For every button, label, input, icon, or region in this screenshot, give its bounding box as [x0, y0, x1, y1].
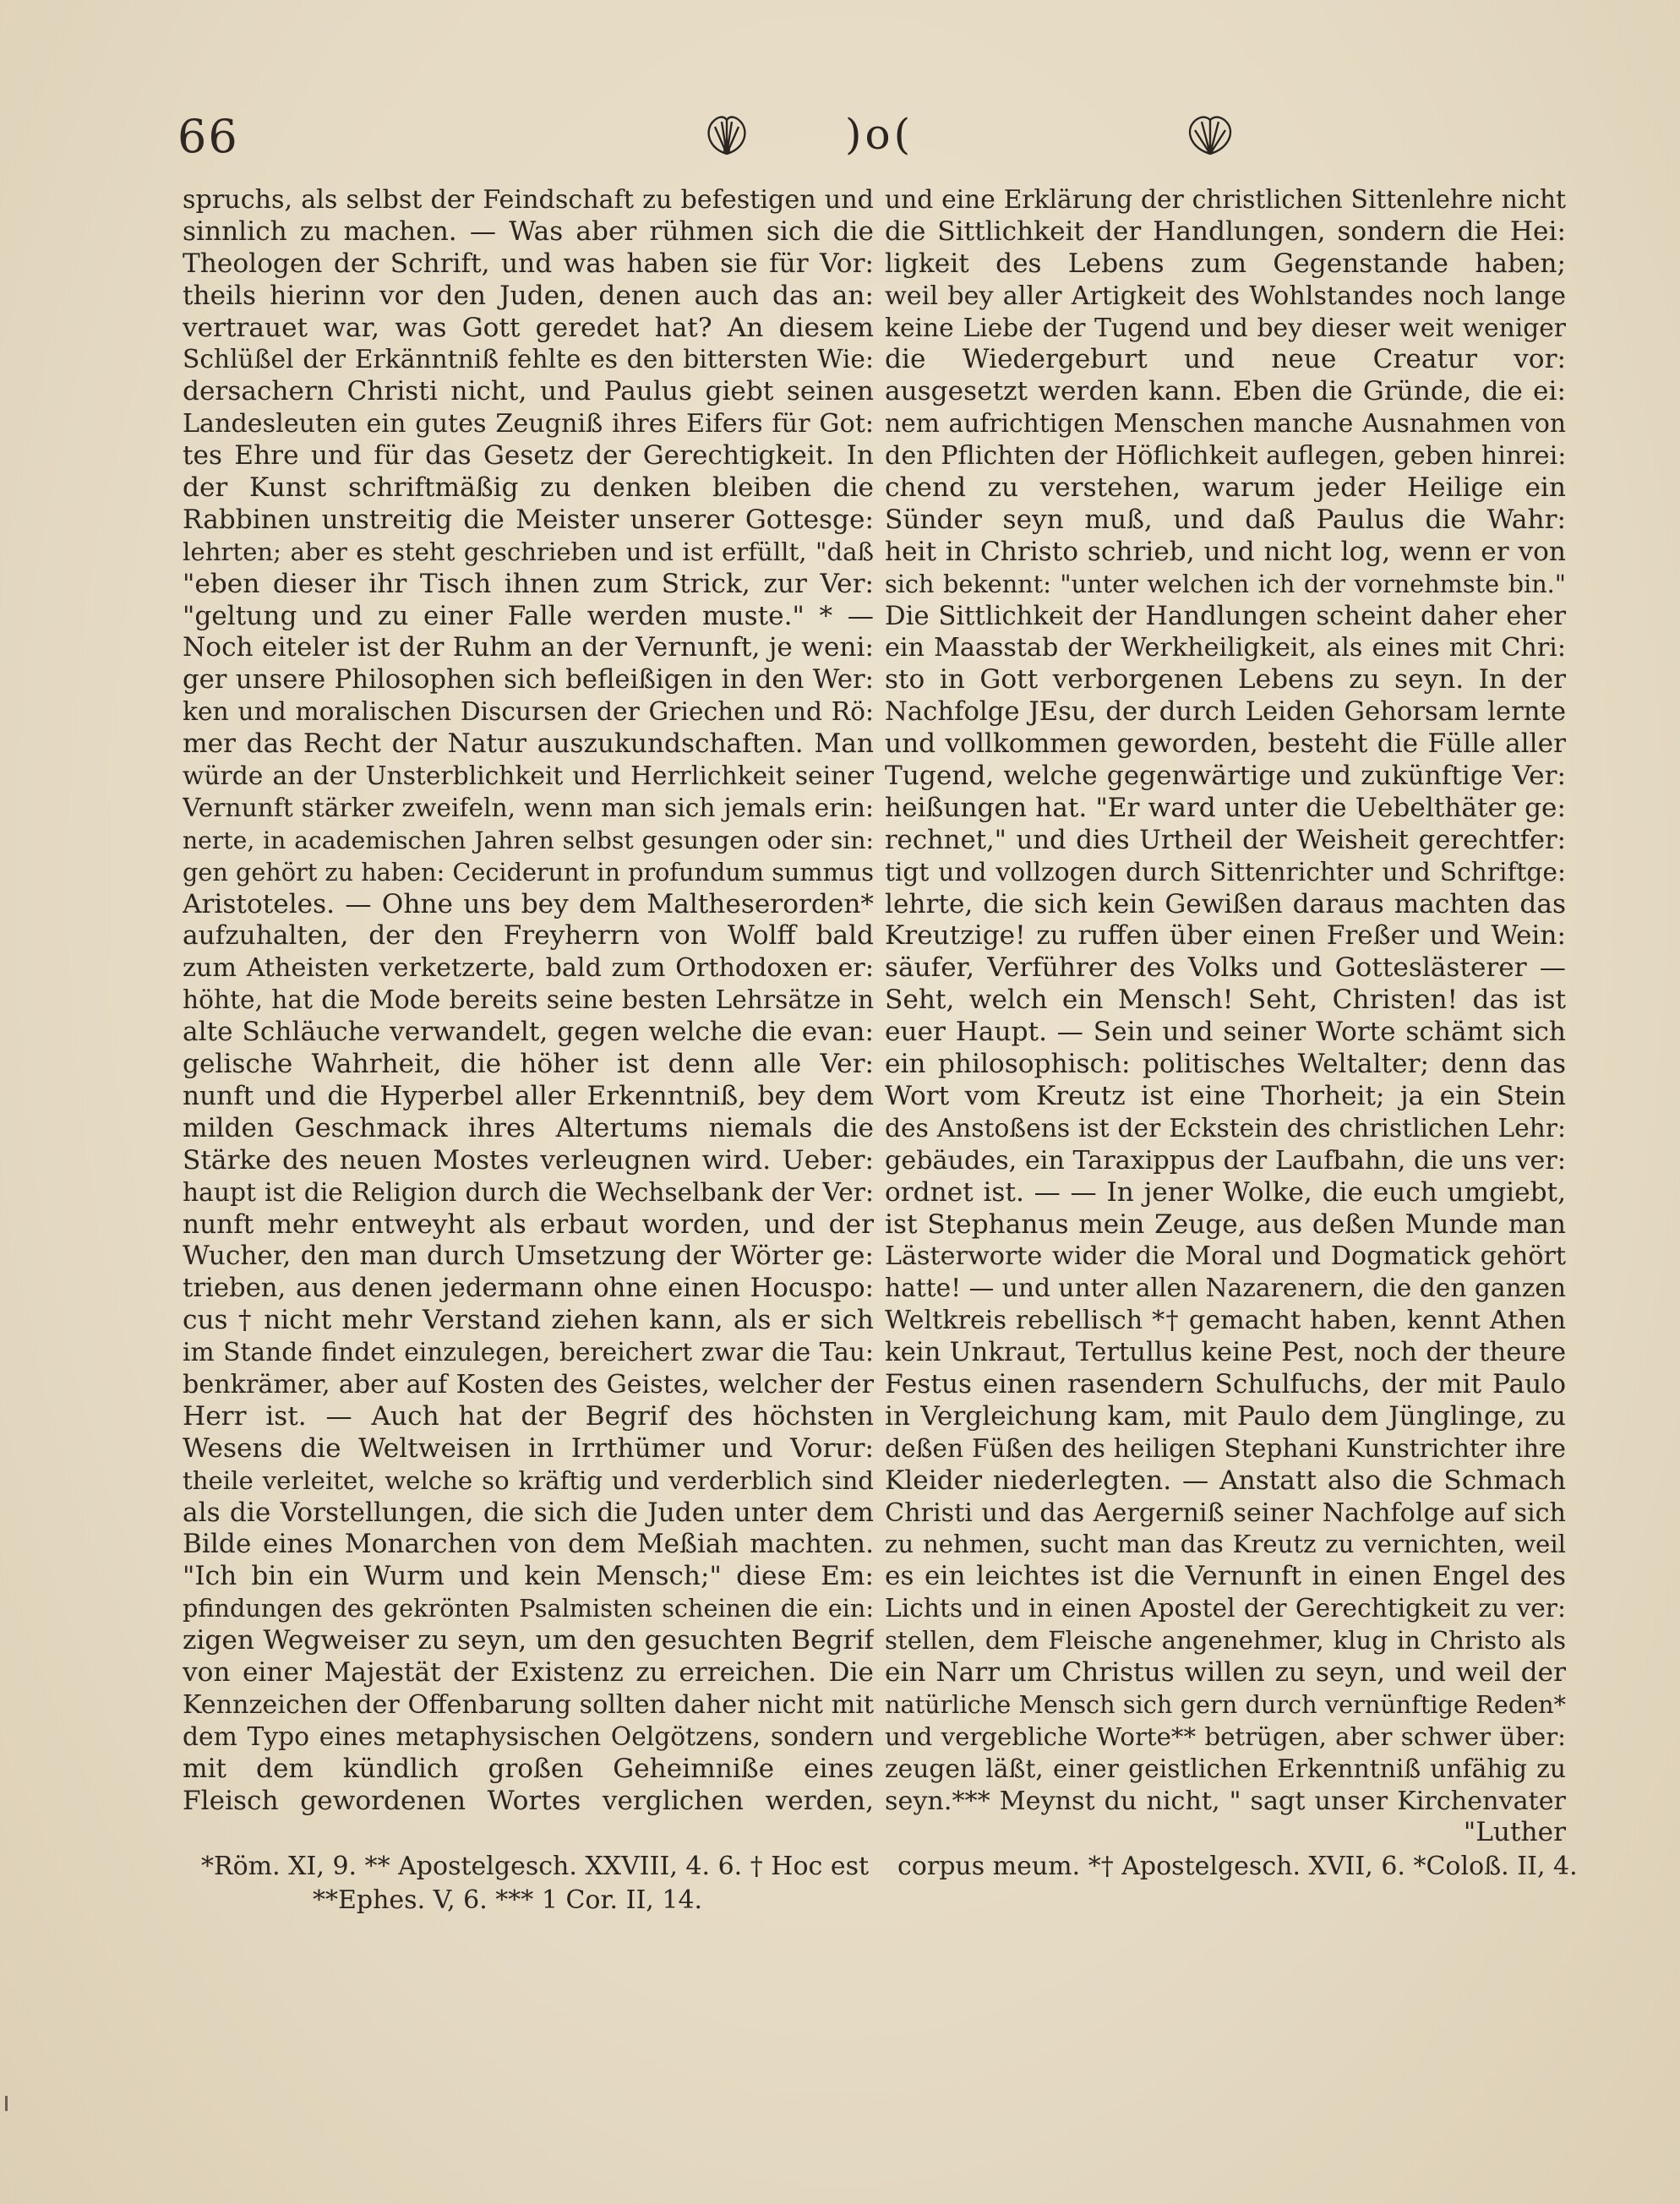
text-line: theils hierinn vor den Juden, denen auch das an: — [183, 280, 874, 311]
catchword: "Luther — [1463, 1817, 1566, 1848]
text-line: Weltkreis rebellisch *† gemacht haben, kennt Athen — [885, 1306, 1566, 1336]
text-line: dem Typo eines metaphysischen Oelgötzens, sondern — [183, 1721, 874, 1752]
text-line: Landesleuten ein gutes Zeugniß ihres Eifers für Got: — [183, 409, 874, 439]
text-line: würde an der Unsterblichkeit und Herrlichkeit seiner — [183, 761, 874, 792]
footnote-right-line-1: corpus meum. *† Apostelgesch. XVII, 6. *Coloß. II, 4. — [897, 1852, 1578, 1881]
text-line: chend zu verstehen, warum jeder Heilige ein — [885, 472, 1566, 504]
text-line: milden Geschmack ihres Altertums niemals die — [183, 1112, 874, 1143]
text-line: Sünder seyn muß, und daß Paulus die Wahr: — [885, 504, 1566, 535]
text-line: trieben, aus denen jedermann ohne einen Hocuspo: — [183, 1274, 874, 1304]
text-line: nunft mehr entweyht als erbaut worden, und der — [183, 1208, 874, 1240]
text-line: die Wiedergeburt und neue Creatur vor: — [885, 344, 1566, 375]
shell-ornament-right-icon — [1183, 112, 1237, 162]
text-line: ein Narr um Christus willen zu seyn, und weil der — [885, 1656, 1566, 1688]
page-number: 66 — [177, 110, 239, 163]
text-line: cus † nicht mehr Verstand ziehen kann, als er sich — [183, 1305, 874, 1336]
text-line: ordnet ist. — — In jener Wolke, die euch umgiebt, — [885, 1176, 1566, 1208]
text-line: des Anstoßens ist der Eckstein des christlichen Lehr: — [885, 1113, 1566, 1143]
center-ornament: )o( — [845, 110, 914, 159]
text-line: keine Liebe der Tugend und bey dieser weit weniger — [885, 313, 1566, 343]
text-line: und eine Erklärung der christlichen Sittenlehre nicht — [885, 185, 1566, 215]
margin-mark — [5, 2096, 8, 2111]
text-line: und vollkommen geworden, besteht die Fülle aller — [885, 728, 1566, 760]
text-line: ken und moralischen Discursen der Griechen und Rö: — [183, 697, 874, 728]
text-line: ein philosophisch: politisches Weltalter; denn das — [885, 1049, 1566, 1080]
text-line: Noch eiteler ist der Ruhm an der Vernunft, je weni: — [183, 632, 874, 663]
text-line: zeugen läßt, einer geistlichen Erkenntniß unfähig zu — [885, 1754, 1566, 1784]
text-line: zum Atheisten verketzerte, bald zum Orthodoxen er: — [183, 953, 874, 984]
text-line: Die Sittlichkeit der Handlungen scheint daher eher — [885, 601, 1566, 631]
text-line: den Pflichten der Höflichkeit auflegen, geben hinrei: — [885, 441, 1566, 472]
text-line: lehrten; aber es steht geschrieben und ist erfüllt, "daß — [183, 537, 874, 566]
text-line: Fleisch gewordenen Wortes verglichen werden, — [183, 1785, 874, 1816]
text-line: kein Unkraut, Tertullus keine Pest, noch der theure — [885, 1338, 1566, 1368]
text-line: höhte, hat die Mode bereits seine besten Lehrsätze in — [183, 985, 874, 1016]
text-line: dersachern Christi nicht, und Paulus giebt seinen — [183, 376, 874, 407]
footnote-left-line-2: **Ephes. V, 6. *** 1 Cor. II, 14. — [313, 1885, 703, 1915]
text-line: nunft und die Hyperbel aller Erkenntniß, bey dem — [183, 1080, 874, 1111]
text-line: tes Ehre und für das Gesetz der Gerechtigkeit. In — [183, 440, 874, 472]
text-line: Seht, welch ein Mensch! Seht, Christen! das ist — [885, 985, 1566, 1016]
text-line: ist Stephanus mein Zeuge, aus deßen Munde man — [885, 1208, 1566, 1240]
text-line: tigt und vollzogen durch Sittenrichter und Schriftge: — [885, 857, 1566, 887]
text-line: "Ich bin ein Wurm und kein Mensch;" diese Em: — [183, 1561, 874, 1592]
text-line: ligkeit des Lebens zum Gegenstande haben; — [885, 248, 1566, 279]
text-line: Bilde eines Monarchen von dem Meßiah machten. — [183, 1529, 874, 1560]
text-line: Wort vom Kreutz ist eine Thorheit; ja ein Stein — [885, 1080, 1566, 1111]
text-line: Vernunft stärker zweifeln, wenn man sich jemals erin: — [183, 793, 874, 823]
text-line: Herr ist. — Auch hat der Begrif des höchsten — [183, 1400, 874, 1432]
text-line: euer Haupt. — Sein und seiner Worte schämt sich — [885, 1017, 1566, 1048]
text-line: in Vergleichung kam, mit Paulo dem Jünglinge, zu — [885, 1400, 1566, 1432]
text-line: hatte! — und unter allen Nazarenern, die den ganzen — [885, 1274, 1566, 1304]
text-line: ger unsere Philosophen sich befleißigen in den Wer: — [183, 665, 874, 696]
right-text-column — [885, 184, 1566, 1849]
text-line: Christi und das Aergerniß seiner Nachfolge auf sich — [885, 1498, 1566, 1528]
text-line: vertrauet war, was Gott geredet hat? An diesem — [183, 312, 874, 343]
text-line: gen gehört zu haben: Ceciderunt in profundum summus — [183, 857, 874, 887]
text-line: gebäudes, ein Taraxippus der Laufbahn, die uns ver: — [885, 1145, 1566, 1176]
text-line: die Sittlichkeit der Handlungen, sondern die Hei: — [885, 215, 1566, 247]
text-line: nem aufrichtigen Menschen manche Ausnahmen von — [885, 409, 1566, 439]
text-line: Kreutzige! zu ruffen über einen Freßer und Wein: — [885, 920, 1566, 952]
text-line: Kennzeichen der Offenbarung sollten daher nicht mit — [183, 1689, 874, 1720]
text-line: haupt ist die Religion durch die Wechselbank der Ver: — [183, 1177, 874, 1208]
text-line: theile verleitet, welche so kräftig und verderblich sind — [183, 1465, 874, 1495]
text-line: Tugend, welche gegenwärtige und zukünftige Ver: — [885, 761, 1566, 792]
text-line: spruchs, als selbst der Feindschaft zu befestigen und — [183, 185, 874, 215]
shell-ornament-left-icon — [701, 112, 752, 162]
text-line: Kleider niederlegten. — Anstatt also die Schmach — [885, 1465, 1566, 1496]
text-line: stellen, dem Fleische angenehmer, klug in Christo als — [885, 1626, 1566, 1656]
text-line: es ein leichtes ist die Vernunft in einen Engel des — [885, 1561, 1566, 1592]
text-line: natürliche Mensch sich gern durch vernünftige Reden* — [885, 1689, 1566, 1719]
text-line: "eben dieser ihr Tisch ihnen zum Strick, zur Ver: — [183, 568, 874, 599]
page-header — [177, 103, 1563, 171]
footnote-left-line-1: *Röm. XI, 9. ** Apostelgesch. XXVIII, 4. 6. † Hoc est — [201, 1852, 870, 1881]
text-line: benkrämer, aber auf Kosten des Geistes, welcher der — [183, 1369, 874, 1399]
text-line: der Kunst schriftmäßig zu denken bleiben die — [183, 472, 874, 504]
text-line: ausgesetzt werden kann. Eben die Gründe, die ei: — [885, 376, 1566, 407]
text-line: Lästerworte wider die Moral und Dogmatick gehört — [885, 1241, 1566, 1272]
text-line: zu nehmen, sucht man das Kreutz zu vernichten, weil — [885, 1530, 1566, 1559]
text-line: heißungen hat. "Er ward unter die Uebelthäter ge: — [885, 792, 1566, 823]
text-line: Wesens die Weltweisen in Irrthümer und Vorur: — [183, 1432, 874, 1464]
text-line: und vergebliche Worte** betrügen, aber schwer über: — [885, 1721, 1566, 1751]
text-line: Aristoteles. — Ohne uns bey dem Maltheserorden* — [183, 888, 874, 919]
text-line: weil bey aller Artigkeit des Wohlstandes noch lange — [885, 281, 1566, 311]
text-line: gelische Wahrheit, die höher ist denn alle Ver: — [183, 1049, 874, 1080]
text-line: deßen Füßen des heiligen Stephani Kunstrichter ihre — [885, 1433, 1566, 1464]
text-line: säufer, Verführer des Volks und Gotteslästerer — — [885, 952, 1566, 984]
text-line: Lichts und in einen Apostel der Gerechtigkeit zu ver: — [885, 1594, 1566, 1624]
text-line: ein Maasstab der Werkheiligkeit, als eines mit Chri: — [885, 633, 1566, 663]
text-line: aufzuhalten, der den Freyherrn von Wolff bald — [183, 920, 874, 952]
text-line: Wucher, den man durch Umsetzung der Wörter ge: — [183, 1241, 874, 1272]
text-line: Theologen der Schrift, und was haben sie für Vor: — [183, 248, 874, 279]
text-line: Schlüßel der Erkänntniß fehlte es den bittersten Wie: — [183, 345, 874, 375]
text-line: im Stande findet einzulegen, bereichert zwar die Tau: — [183, 1338, 874, 1368]
text-line: Stärke des neuen Mostes verleugnen wird. Ueber: — [183, 1144, 874, 1176]
left-text-column — [183, 184, 874, 1817]
text-line: Nachfolge JEsu, der durch Leiden Gehorsam lernte — [885, 697, 1566, 728]
text-line: lehrte, die sich kein Gewißen daraus machten das — [885, 888, 1566, 919]
text-line: heit in Christo schrieb, und nicht log, wenn er von — [885, 536, 1566, 567]
text-line: seyn.*** Meynst du nicht, " sagt unser Kirchenvater — [885, 1786, 1566, 1816]
text-line: sich bekennt: "unter welchen ich der vornehmste bin." — [885, 569, 1566, 598]
text-line: Festus einen rasendern Schulfuchs, der mit Paulo — [885, 1368, 1566, 1399]
text-line: "geltung und zu einer Falle werden muste." * — — [183, 600, 874, 631]
text-line: sinnlich zu machen. — Was aber rühmen sich die — [183, 215, 874, 247]
text-line: alte Schläuche verwandelt, gegen welche die evan: — [183, 1017, 874, 1048]
text-line: mer das Recht der Natur auszukundschaften. Man — [183, 728, 874, 760]
text-line: nerte, in academischen Jahren selbst gesungen oder sin: — [183, 826, 874, 854]
text-line: Rabbinen unstreitig die Meister unserer Gottesge: — [183, 504, 874, 535]
text-line: als die Vorstellungen, die sich die Juden unter dem — [183, 1497, 874, 1528]
text-line: von einer Majestät der Existenz zu erreichen. Die — [183, 1656, 874, 1688]
text-line: sto in Gott verborgenen Lebens zu seyn. In der — [885, 664, 1566, 696]
text-line: pfindungen des gekrönten Psalmisten scheinen die ein: — [183, 1594, 874, 1623]
text-line: zigen Wegweiser zu seyn, um den gesuchten Begrif — [183, 1625, 874, 1656]
text-line: rechnet," und dies Urtheil der Weisheit gerechtfer: — [885, 825, 1566, 855]
text-line: mit dem kündlich großen Geheimniße eines — [183, 1753, 874, 1784]
